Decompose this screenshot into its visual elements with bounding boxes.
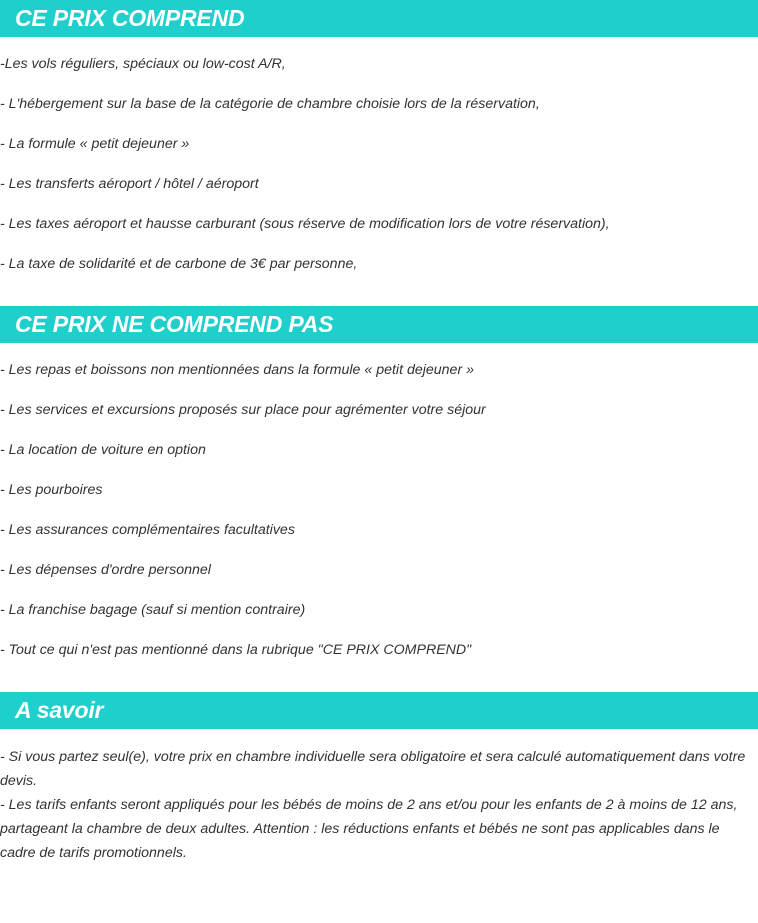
includes-item: - Les transferts aéroport / hôtel / aéroport [0, 176, 259, 192]
excludes-item: - La location de voiture en option [0, 442, 206, 458]
excludes-item: - Les pourboires [0, 482, 103, 498]
savoir-header [0, 692, 758, 729]
savoir-paragraph: - Les tarifs enfants seront appliqués pour les bébés de moins de 2 ans et/ou pour les enfants de 2 à moins de 12 ans, partageant la chambre de deux adultes. Attention : les réductions enfants et bébés ne sont pas applicables dans le cadre de tarifs promotionnels. [0, 797, 738, 861]
savoir-title: A savoir [15, 697, 104, 723]
includes-item: -Les vols réguliers, spéciaux ou low-cost A/R, [0, 56, 286, 72]
includes-list [0, 44, 758, 284]
excludes-item: - Les dépenses d'ordre personnel [0, 562, 211, 578]
savoir-paragraph: - Si vous partez seul(e), votre prix en chambre individuelle sera obligatoire et sera calculé automatiquement dans votre devis. [0, 749, 746, 789]
includes-item: - Les taxes aéroport et hausse carburant (sous réserve de modification lors de votre réservation), [0, 216, 610, 232]
includes-item: - L'hébergement sur la base de la catégorie de chambre choisie lors de la réservation, [0, 96, 540, 112]
includes-header [0, 0, 758, 37]
excludes-item: - Les assurances complémentaires facultatives [0, 522, 295, 538]
includes-section [0, 0, 758, 284]
section-spacer [0, 670, 758, 692]
excludes-item: - La franchise bagage (sauf si mention contraire) [0, 602, 306, 618]
excludes-item: - Les services et excursions proposés sur place pour agrémenter votre séjour [0, 402, 486, 418]
includes-item: - La taxe de solidarité et de carbone de 3€ par personne, [0, 256, 358, 272]
includes-item: - La formule « petit dejeuner » [0, 136, 190, 152]
excludes-header [0, 306, 758, 343]
excludes-title: CE PRIX NE COMPREND PAS [15, 311, 334, 337]
section-spacer [0, 284, 758, 306]
excludes-item: - Les repas et boissons non mentionnées dans la formule « petit dejeuner » [0, 362, 474, 378]
excludes-list [0, 350, 758, 670]
savoir-section [0, 692, 758, 865]
savoir-text [0, 745, 758, 865]
excludes-item: - Tout ce qui n'est pas mentionné dans la rubrique "CE PRIX COMPREND" [0, 642, 472, 658]
excludes-section [0, 306, 758, 670]
includes-title: CE PRIX COMPREND [15, 5, 245, 31]
